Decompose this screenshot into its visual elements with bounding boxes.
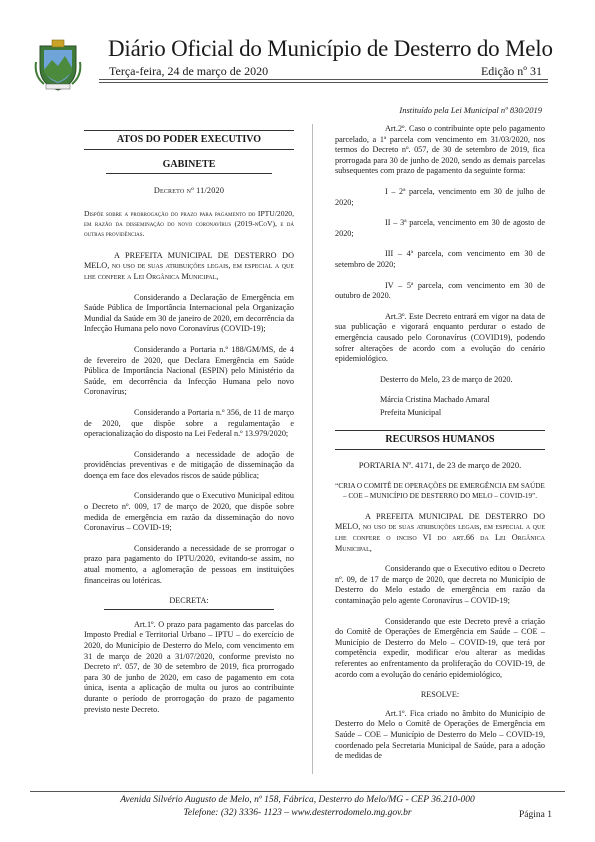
portaria-considering-2: Considerando que este Decreto prevê a criação do Comitê de Operações de Emergência em Saúde – COE – Município de Desterro do Melo – COVID-19, que terá por competência expedir, modificar e/ou alterar as medidas referentes ao enfrentamento da proliferação do COVID-19, de acordo com a evolução do cenário epidemiológico, xyxy=(335,616,545,679)
subsection-heading: GABINETE xyxy=(106,160,272,175)
considering-3: Considerando a Portaria n.º 356, de 11 de março de 2020, que dispõe sobre a regulamentação e operacionalização do disposto na Lei Federal n.º 13.979/2020; xyxy=(84,407,294,439)
section-heading: ATOS DO PODER EXECUTIVO xyxy=(84,130,294,150)
footer-contact: Telefone: (32) 3336- 1123 – www.desterrodomelo.mg.gov.br xyxy=(183,808,412,818)
decree-number: Decreto nº 11/2020 xyxy=(153,186,225,196)
section-heading: RECURSOS HUMANOS xyxy=(335,430,545,450)
installment-item: II – 3ª parcela, vencimento em 30 de agosto de 2020; xyxy=(335,218,545,238)
signer-name: Márcia Cristina Machado Amaral xyxy=(380,395,490,405)
considering-1: Considerando a Declaração de Emergência em Saúde Pública de Importância Internacional pela Organização Mundial da Saúde em 30 de janeiro de 2020, em decorrência da Infecção Humana pelo novo Coronavírus (COVID-19); xyxy=(84,292,294,334)
place-date: Desterro do Melo, 23 de março de 2020. xyxy=(380,374,513,384)
header-divider xyxy=(99,79,548,80)
footer-address: Avenida Silvério Augusto de Melo, nº 158, Fábrica, Desterro do Melo/MG - CEP 36.210-000 xyxy=(120,795,475,805)
decree-summary: Dispõe sobre a prorrogação do prazo para pagamento do IPTU/2020, em razão da disseminação do novo coronavírus (2019-nCoV), e dá outras providências. xyxy=(84,208,294,238)
institution-note: Instituído pela Lei Municipal nº 830/2019 xyxy=(399,105,542,115)
article-3: Art.3º. Este Decreto entrará em vigor na data de sua publicação e vigorará enquanto perdurar o estado de emergência causado pelo Coronavírus (COVID19), podendo sofrer alterações de acordo com a evolução do cenário epidemiológico. xyxy=(335,311,545,364)
considering-4: Considerando a necessidade de adoção de providências preventivas e de mitigação de disseminação da doença em face dos elevados riscos de saúde pública; xyxy=(84,449,294,480)
decree-intro: A PREFEITA MUNICIPAL DE DESTERRO DO MELO, no uso de suas atribuições legais, em especial a que lhe confere a Lei Orgânica Municipal, xyxy=(84,250,294,281)
footer-divider xyxy=(30,791,565,792)
edition-number: Edição nº 31 xyxy=(480,64,542,78)
issue-date: Terça-feira, 24 de março de 2020 xyxy=(109,64,269,78)
portaria-article-1: Art.1º. Fica criado no âmbito do Município de Desterro do Melo o Comitê de Operações de Emergência em Saúde – COE – Município de Desterro do Melo – COVID-19, coordenado pela Secretaria Municipal de Saúde, para a adoção de medidas de xyxy=(335,708,545,761)
municipal-seal-icon xyxy=(34,38,82,92)
right-column xyxy=(335,124,545,772)
article-2: Art.2º. Caso o contribuinte opte pelo pagamento parcelado, a 1ª parcela com vencimento em 31/03/2020, nos termos do Decreto nº. 057, de 30 de setembro de 2019, fica prorrogada para 30 de junho de 2020, sendo as demais parcelas subsequentes com prazo de pagamento da seguinte forma: xyxy=(335,124,545,176)
installment-item: III – 4ª parcela, com vencimento em 30 de setembro de 2020; xyxy=(335,249,545,269)
resolve-heading: RESOLVE: xyxy=(420,690,460,700)
signature-block xyxy=(335,375,545,419)
considering-2: Considerando a Portaria n.º 188/GM/MS, de 4 de fevereiro de 2020, que Declara Emergência em Saúde Pública de Importância Nacional (ESPIN) pelo Ministério da Saúde, em decorrência da Infecção Humana pelo novo Coronavírus; xyxy=(84,344,294,397)
installment-item: IV – 5ª parcela, com vencimento em 30 de outubro de 2020. xyxy=(335,280,545,301)
portaria-considering-1: Considerando que o Executivo editou o Decreto nº. 09, de 17 de março de 2020, que decreta no Município de Desterro do Melo estado de emergência em razão da contaminação pelo agente Coronavírus – COVID-19; xyxy=(335,564,545,605)
considering-6: Considerando a necessidade de se prorrogar o prazo para pagamento do IPTU/2020, evitando-se assim, no atual momento, a aglomeração de pessoas em instituições financeiras ou lotéricas. xyxy=(84,543,294,585)
considering-5: Considerando que o Executivo Municipal editou o Decreto nº. 009, 17 de março de 2020, que dispõe sobre medida de emergência em razão da disseminação do novo Coronavírus – COVID-19; xyxy=(84,491,294,533)
signer-role: Prefeita Municipal xyxy=(380,407,442,417)
page-header xyxy=(0,0,595,100)
decreta-heading: DECRETA: xyxy=(104,596,274,610)
page-number: Página 1 xyxy=(519,810,552,820)
installment-item: I – 2ª parcela, vencimento em 30 de julho de 2020; xyxy=(335,186,545,207)
portaria-title: PORTARIA Nº. 4171, de 23 de março de 2020. xyxy=(358,460,522,471)
portaria-summary: “CRIA O COMITÊ DE OPERAÇÕES DE EMERGÊNCIA EM SAÚDE – COE – MUNICÍPIO DE DESTERRO DO MELO – COVID-19”. xyxy=(335,481,545,501)
header-divider-secondary xyxy=(99,82,548,83)
article-1: Art.1º. O prazo para pagamento das parcelas do Imposto Predial e Territorial Urbano – IPTU – do exercício de 2020, do Município de Desterro do Melo, com vencimento em 31 de março de 2020 a 31/07/2020, conforme previsto no Decreto nº. 057, de 30 de setembro de 2019, fica prorrogado para 30 de junho de 2020, em caso de pagamento em cota única, isenta a aplicação de multa ou juros ao contribuinte durante o período de prorrogação do prazo de pagamento previsto neste Decreto. xyxy=(84,619,294,714)
portaria-intro: A PREFEITA MUNICIPAL DE DESTERRO DO MELO, no uso de suas atribuições legais, em especial a que lhe confere o inciso VI do art.66 da Lei Orgânica Municipal, xyxy=(335,511,545,553)
newspaper-title: Diário Oficial do Município de Desterro do Melo xyxy=(108,36,553,61)
left-column xyxy=(84,124,294,725)
column-divider xyxy=(312,124,313,774)
